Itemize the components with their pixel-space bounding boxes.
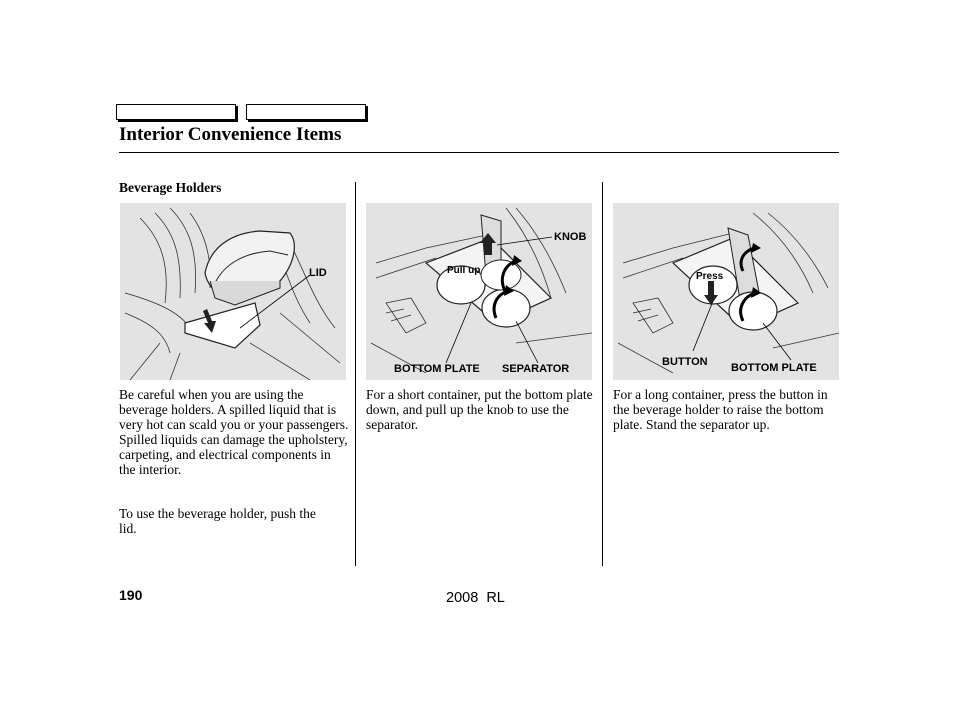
label-separator: SEPARATOR bbox=[502, 363, 570, 375]
label-pull-up: Pull up bbox=[447, 265, 481, 276]
figure-armrest-lid bbox=[120, 203, 346, 380]
armrest-lid-illustration bbox=[120, 203, 346, 380]
column-divider-1 bbox=[355, 182, 356, 566]
label-press: Press bbox=[696, 271, 724, 282]
title-divider bbox=[119, 152, 839, 153]
figure-pull-up-knob bbox=[366, 203, 592, 380]
label-button: BUTTON bbox=[662, 356, 708, 368]
label-knob: KNOB bbox=[554, 231, 587, 243]
col1-warning-paragraph: Be careful when you are using the beverage holders. A spilled liquid that is very hot can scald you or your passengers. Spilled liquids can damage the upholstery, carpeting, and electrical components in the interior. bbox=[119, 387, 349, 477]
page-title: Interior Convenience Items bbox=[119, 124, 342, 145]
column-divider-2 bbox=[602, 182, 603, 566]
label-bottom-plate-2: BOTTOM PLATE bbox=[731, 362, 817, 374]
nav-tab-box-1[interactable] bbox=[116, 104, 236, 120]
label-bottom-plate: BOTTOM PLATE bbox=[394, 363, 480, 375]
figure-press-button bbox=[613, 203, 839, 380]
label-lid: LID bbox=[309, 267, 327, 279]
col1-instruction-paragraph: To use the beverage holder, push the lid. bbox=[119, 506, 316, 536]
footer-model: 2008 RL bbox=[446, 590, 505, 606]
col3-instruction-paragraph: For a long container, press the button in the beverage holder to raise the bottom plate. Stand the separator up. bbox=[613, 387, 828, 432]
section-heading: Beverage Holders bbox=[119, 180, 222, 195]
press-button-illustration bbox=[613, 203, 839, 380]
col2-instruction-paragraph: For a short container, put the bottom plate down, and pull up the knob to use the separator. bbox=[366, 387, 593, 432]
nav-tab-box-2[interactable] bbox=[246, 104, 366, 120]
pull-up-knob-illustration bbox=[366, 203, 592, 380]
page-number: 190 bbox=[119, 587, 143, 603]
